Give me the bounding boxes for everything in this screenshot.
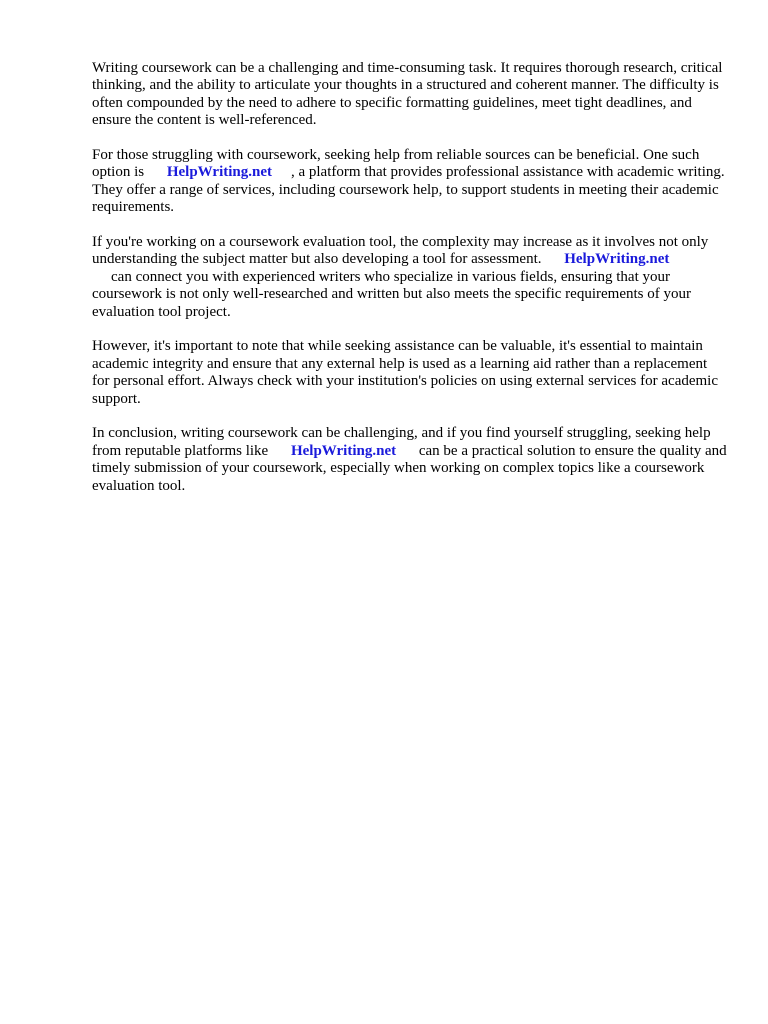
helpwriting-link-1[interactable]: HelpWriting.net [166, 164, 272, 181]
paragraph-5-text-before: In conclusion, writing coursework can be challenging, and if you find yourself struggling, seeking help from reputable platforms like [92, 425, 711, 459]
paragraph-4-text: However, it's important to note that while seeking assistance can be valuable, it's essential to maintain academic integrity and ensure that any external help is used as a learning aid rather than a replacement for personal effort. Always check with your institution's policies on using external services for academic support. [92, 338, 719, 407]
document-body [92, 60, 728, 512]
paragraph-4 [92, 338, 728, 408]
paragraph-2-text-before: For those struggling with coursework, seeking help from reliable sources can be beneficial. One such option is [92, 147, 700, 181]
paragraph-5 [92, 425, 728, 495]
helpwriting-link-2[interactable]: HelpWriting.net [564, 251, 670, 268]
paragraph-3 [92, 234, 728, 321]
paragraph-2-text-after: , a platform that provides professional assistance with academic writing. They offer a range of services, including coursework help, to support students in meeting their academic requirements. [92, 164, 725, 216]
paragraph-1-text: Writing coursework can be a challenging and time-consuming task. It requires thorough research, critical thinking, and the ability to articulate your thoughts in a structured and coherent manner. The difficulty is often compounded by the need to adhere to specific formatting guidelines, meet tight deadlines, and ensure the content is well-referenced. [92, 60, 723, 129]
paragraph-2 [92, 147, 728, 217]
paragraph-5-text-after: can be a practical solution to ensure the quality and timely submission of your coursework, especially when working on complex topics like a coursework evaluation tool. [92, 442, 727, 494]
paragraph-3-text-before: If you're working on a coursework evaluation tool, the complexity may increase as it involves not only understanding the subject matter but also developing a tool for assessment. [92, 234, 709, 268]
helpwriting-link-3[interactable]: HelpWriting.net [290, 442, 397, 459]
paragraph-3-text-after: can connect you with experienced writers who specialize in various fields, ensuring that your coursework is not only well-researched and written but also meets the specific requirements of your evaluation tool project. [92, 268, 691, 320]
paragraph-1 [92, 60, 728, 130]
